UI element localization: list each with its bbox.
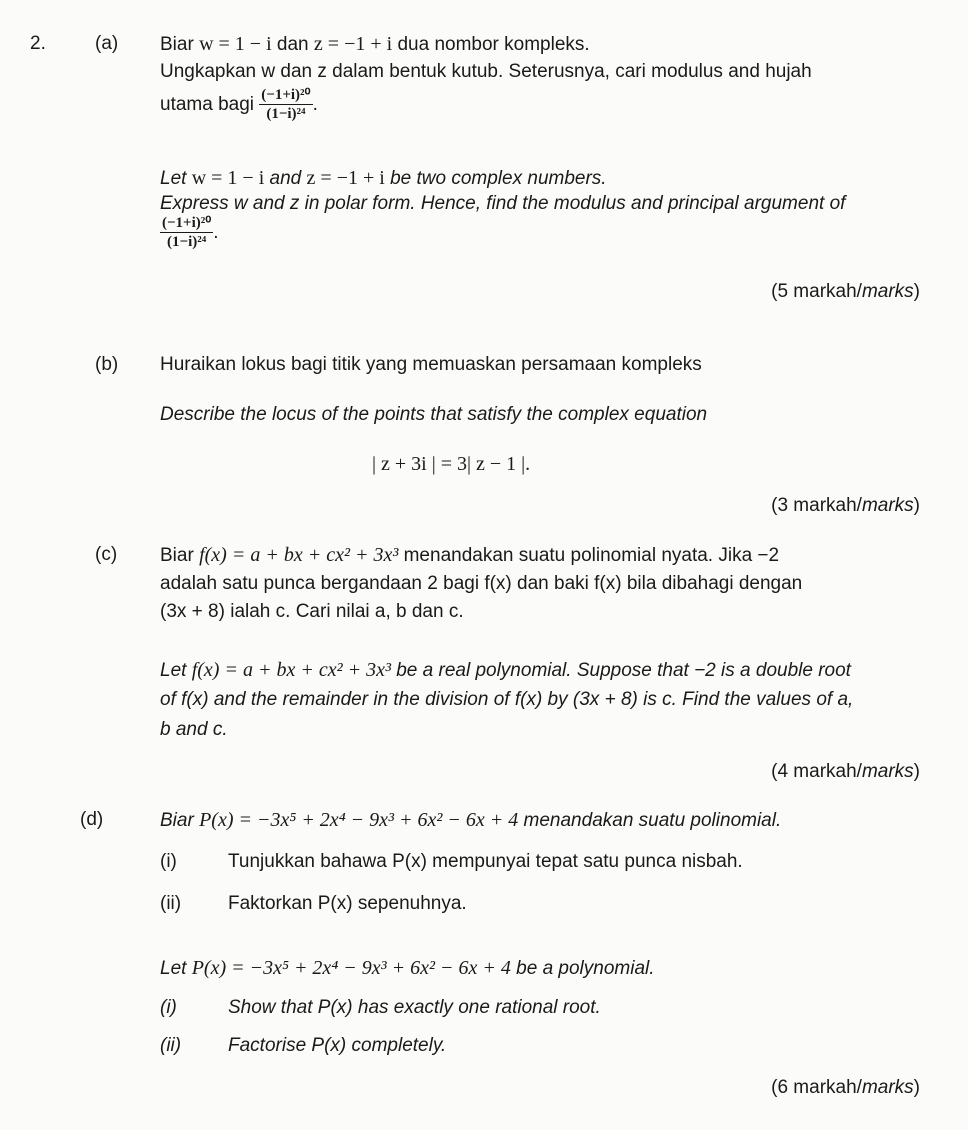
part-a-malay-line3 xyxy=(160,86,318,124)
part-c-label: (c) xyxy=(95,544,118,565)
part-a-english-line3 xyxy=(160,214,219,252)
marks-text: (6 markah/ xyxy=(771,1077,862,1098)
part-d-malay-intro xyxy=(160,808,781,833)
text: be two complex numbers. xyxy=(384,168,607,189)
text: and xyxy=(264,168,307,189)
text: utama bagi xyxy=(160,94,260,115)
marks-close: ) xyxy=(913,495,920,516)
part-b-english: Describe the locus of the points that satisfy the complex equation xyxy=(160,404,708,425)
part-a-marks xyxy=(771,280,920,304)
fraction-denominator: (1−i)²⁴ xyxy=(167,234,207,251)
part-c-english-line3: b and c. xyxy=(160,719,228,740)
part-b-equation: | z + 3i | = 3| z − 1 |. xyxy=(372,453,531,475)
part-d-english-intro xyxy=(160,956,655,981)
part-d-malay-i-label: (i) xyxy=(160,851,177,872)
part-b-label: (b) xyxy=(95,354,119,375)
part-c-marks xyxy=(771,760,920,784)
part-b-malay: Huraikan lokus bagi titik yang memuaskan persamaan kompleks xyxy=(160,354,702,375)
text: menandakan suatu polinomial nyata. Jika −2 xyxy=(398,545,780,566)
part-c-malay-line1 xyxy=(160,543,779,568)
marks-english: marks xyxy=(861,761,914,782)
math-px: P(x) = −3x⁵ + 2x⁴ − 9x³ + 6x² − 6x + 4 xyxy=(199,809,519,831)
fraction xyxy=(259,86,312,123)
math-z: z = −1 + i xyxy=(313,33,393,55)
period: . xyxy=(312,94,318,115)
marks-english: marks xyxy=(861,1077,914,1098)
marks-english: marks xyxy=(861,281,914,302)
part-a-english-line2: Express w and z in polar form. Hence, find the modulus and principal argument of xyxy=(160,193,846,214)
text: be a real polynomial. Suppose that −2 is a double root xyxy=(390,660,851,681)
part-d-marks xyxy=(771,1076,920,1100)
math-w: w = 1 − i xyxy=(191,167,265,189)
part-a-malay-line1 xyxy=(160,32,590,57)
part-c-english-line2: of f(x) and the remainder in the division of f(x) by (3x + 8) is c. Find the values of a, xyxy=(160,689,854,710)
fraction-numerator: (−1+i)²⁰ xyxy=(162,215,212,232)
part-b-marks xyxy=(771,494,920,518)
math-fx: f(x) = a + bx + cx² + 3x³ xyxy=(199,544,399,566)
math-px: P(x) = −3x⁵ + 2x⁴ − 9x³ + 6x² − 6x + 4 xyxy=(191,957,511,979)
part-d-english-i: Show that P(x) has exactly one rational root. xyxy=(228,997,601,1018)
marks-close: ) xyxy=(913,761,920,782)
part-a-label: (a) xyxy=(95,33,119,54)
text: be a polynomial. xyxy=(510,958,655,979)
part-c-malay-line3: (3x + 8) ialah c. Cari nilai a, b dan c. xyxy=(160,601,464,622)
marks-text: (5 markah/ xyxy=(771,281,862,302)
part-c-english-line1 xyxy=(160,658,851,683)
part-d-malay-i: Tunjukkan bahawa P(x) mempunyai tepat satu punca nisbah. xyxy=(228,851,743,872)
part-d-malay-ii: Faktorkan P(x) sepenuhnya. xyxy=(228,893,467,914)
text: dua nombor kompleks. xyxy=(392,34,590,55)
text: Biar xyxy=(160,545,200,566)
fraction-numerator: (−1+i)²⁰ xyxy=(261,87,311,104)
question-number: 2. xyxy=(30,33,46,54)
text: Let xyxy=(160,958,192,979)
part-d-label: (d) xyxy=(80,809,104,830)
math-z: z = −1 + i xyxy=(306,167,385,189)
math-w: w = 1 − i xyxy=(199,33,272,55)
marks-close: ) xyxy=(913,281,920,302)
fraction-denominator: (1−i)²⁴ xyxy=(266,106,306,123)
part-d-malay-ii-label: (ii) xyxy=(160,893,182,914)
text: menandakan suatu polinomial. xyxy=(518,810,782,831)
part-d-english-i-label: (i) xyxy=(160,997,177,1018)
fraction xyxy=(160,214,213,251)
part-d-english-ii: Factorise P(x) completely. xyxy=(228,1035,447,1056)
part-c-malay-line2: adalah satu punca bergandaan 2 bagi f(x) dan baki f(x) bila dibahagi dengan xyxy=(160,573,803,594)
part-a-english-line1 xyxy=(160,166,607,191)
text: dan xyxy=(271,34,314,55)
marks-close: ) xyxy=(913,1077,920,1098)
marks-text: (4 markah/ xyxy=(771,761,862,782)
text: Biar xyxy=(160,34,200,55)
text: Let xyxy=(160,168,192,189)
part-d-english-ii-label: (ii) xyxy=(160,1035,182,1056)
text: Let xyxy=(160,660,192,681)
marks-english: marks xyxy=(861,495,914,516)
text: Biar xyxy=(160,810,200,831)
period: . xyxy=(213,222,219,243)
math-fx: f(x) = a + bx + cx² + 3x³ xyxy=(191,659,391,681)
part-a-malay-line2: Ungkapkan w dan z dalam bentuk kutub. Seterusnya, cari modulus and hujah xyxy=(160,61,812,82)
marks-text: (3 markah/ xyxy=(771,495,862,516)
